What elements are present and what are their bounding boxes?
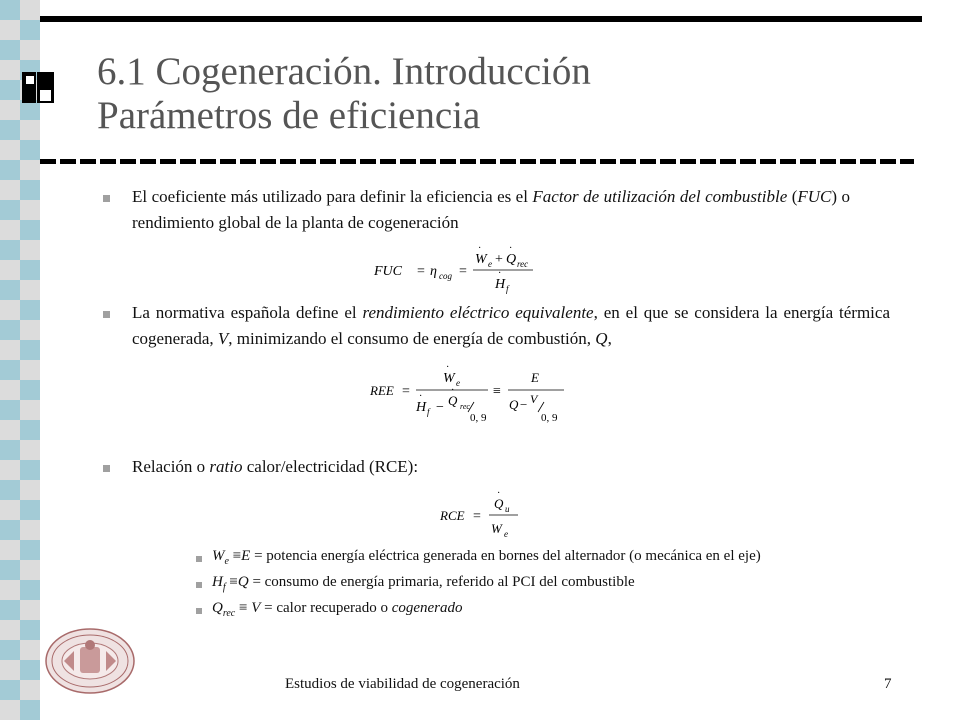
definition-qrec: $Q_{rec} \equiv V$ = calor recuperado o cogenerado	[212, 600, 463, 619]
university-seal-icon	[44, 627, 136, 695]
eq-ree-minus2: −	[520, 397, 528, 412]
bullet-text-segment: Relación o	[132, 457, 210, 476]
title-line-1: 6.1 Cogeneración. Introducción	[97, 50, 591, 93]
bullet-text-segment: ratio	[209, 457, 243, 476]
equation-fuc	[370, 245, 540, 297]
eq-ree-lhs: REE	[370, 383, 394, 398]
bullet-text-segment: ) o rendimiento global de la planta de cogeneración	[132, 187, 850, 232]
eq-fuc-den: H	[495, 277, 506, 292]
bullet-text-fuc	[132, 184, 850, 236]
title-line-2: Parámetros de eficiencia	[97, 94, 481, 137]
eq-ree-den-h: H	[416, 400, 427, 415]
svg-text:·: ·	[509, 245, 513, 254]
eq-rce-lhs: RCE	[440, 508, 465, 523]
bullet-text-segment: FUC	[797, 187, 832, 206]
eq-fuc-num-b: Q	[506, 252, 517, 267]
footer-text: Estudios de viabilidad de cogeneración	[285, 676, 520, 692]
bullet-text-ree	[132, 300, 890, 352]
bullet-text-segment: Factor de utilización del combustible	[532, 187, 788, 206]
eq-fuc-eta: η	[430, 264, 437, 279]
svg-text:=: =	[417, 264, 425, 279]
svg-text:·: ·	[478, 245, 482, 254]
square-bullet-icon	[196, 582, 202, 588]
eq-fuc-plus: +	[495, 252, 503, 267]
slide-title	[97, 50, 591, 138]
bullet-text-segment: , en el que se considera la energía térmica cogenerada,	[132, 303, 890, 348]
eq-rce-num-sub: u	[505, 504, 510, 514]
eq-ree-den2-v: V	[530, 392, 538, 406]
svg-text:=: =	[402, 384, 410, 399]
eq-ree-equiv: ≡	[493, 384, 501, 399]
eq-ree-num: W	[443, 371, 455, 386]
square-bullet-icon	[196, 556, 202, 562]
page-number: 7	[884, 676, 892, 692]
eq-ree-divisor2: 0, 9	[541, 412, 558, 424]
svg-text:·: ·	[497, 490, 501, 499]
title-divider	[40, 159, 914, 164]
svg-text:=: =	[473, 509, 481, 524]
equation-ree	[368, 365, 578, 427]
equation-rce	[438, 490, 528, 542]
bullet-text-segment: El coeficiente más utilizado para definir la eficiencia es el	[132, 187, 533, 206]
eq-rce-den: W	[491, 521, 502, 536]
bullet-text-segment: , minimizando el consumo de energía de combustión,	[228, 329, 596, 348]
checker-border	[0, 0, 40, 720]
bullet-text-segment: rendimiento eléctrico equivalente	[362, 303, 594, 322]
svg-text:·: ·	[498, 268, 502, 279]
bullet-text-rce	[132, 454, 418, 480]
square-bullet-icon	[103, 465, 110, 472]
svg-text:=: =	[459, 264, 467, 279]
eq-fuc-num-a: W	[475, 252, 487, 267]
bullet-text-segment: (	[787, 187, 798, 206]
definition-hf: $H_f \equiv Q$ = consumo de energía primaria, referido al PCI del combustible	[212, 574, 635, 593]
eq-ree-den2-q: Q	[509, 397, 519, 412]
eq-ree-minus: −	[436, 400, 444, 415]
eq-ree-den-q-sub: rec	[460, 402, 470, 411]
svg-text:·: ·	[451, 385, 455, 396]
square-bullet-icon	[196, 608, 202, 614]
eq-fuc-den-sub: f	[506, 284, 509, 294]
eq-fuc-eta-sub: cog	[439, 271, 452, 281]
bullet-text-segment: ,	[607, 329, 612, 348]
eq-ree-den-h-sub: f	[427, 407, 430, 417]
eq-rce-den-sub: e	[504, 529, 508, 539]
eq-fuc-num-a-sub: e	[488, 259, 492, 269]
square-bullet-icon	[103, 311, 110, 318]
eq-ree-divisor: 0, 9	[470, 412, 487, 424]
top-rule	[40, 16, 922, 22]
eq-fuc-num-b-sub: rec	[517, 259, 529, 269]
bullet-text-segment: V	[217, 329, 229, 348]
definition-we: $W_e \equiv E$ = potencia energía eléctrica generada en bornes del alternador (o mecánica en el eje)	[212, 548, 761, 567]
eq-ree-num-sub: e	[456, 378, 460, 388]
eq-ree-den-q: Q	[448, 393, 458, 408]
eq-fuc-lhs: FUC	[374, 264, 402, 279]
bullet-text-segment: La normativa española define el	[132, 303, 363, 322]
svg-text:·: ·	[419, 391, 423, 402]
svg-text:·: ·	[446, 365, 450, 373]
eq-rce-num: Q	[494, 496, 504, 511]
eq-ree-num2: E	[531, 370, 539, 385]
bullet-text-segment: Q	[595, 329, 608, 348]
square-bullet-icon	[103, 195, 110, 202]
bullet-text-segment: calor/electricidad (RCE):	[242, 457, 419, 476]
